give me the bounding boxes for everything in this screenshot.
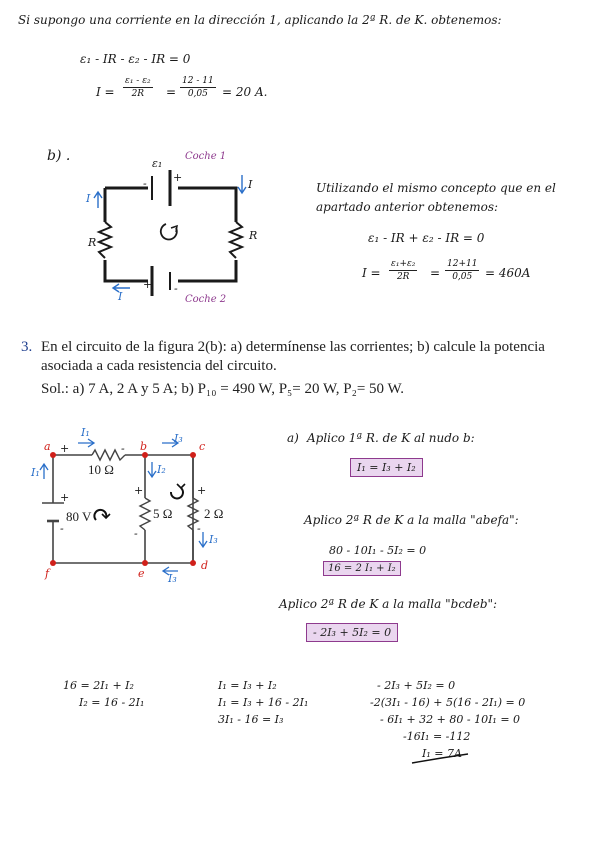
part-b-label: b) . (47, 148, 71, 164)
part-b-eq1: ε₁ - IR + ε₂ - IR = 0 (368, 231, 485, 245)
resistor-10-label: 10 Ω (88, 462, 114, 477)
bottom-col1-line-2: I₂ = 16 - 2I₁ (79, 696, 145, 709)
bottom-col3-line-3: - 6I₁ + 32 + 80 - 10I₁ = 0 (380, 713, 521, 726)
bottom-col1-line-1: 16 = 2I₁ + I₂ (63, 679, 134, 692)
current-i3-top: I₃ (174, 432, 183, 445)
node-e: e (138, 567, 145, 580)
node-d: d (201, 559, 209, 572)
r10-plus: + (60, 442, 70, 455)
r2-minus: - (197, 522, 201, 535)
problem-number: 3. (21, 339, 33, 355)
part-b-text-1: Utilizando el mismo concepto que en el (316, 181, 556, 195)
resistor-2-label: 2 Ω (204, 506, 224, 521)
part-a-line-1: Aplico 1ª R. de K al nudo b: (307, 431, 475, 445)
bottom-col3-line-2: -2(3I₁ - 16) + 5(16 - 2I₁) = 0 (370, 696, 526, 709)
part-b-text-2: apartado anterior obtenemos: (316, 200, 499, 214)
bottom-col3-result: I₁ = 7A (422, 747, 462, 760)
circuit-b-minus-top: - (143, 177, 147, 190)
current-i3-bottom: I₃ (168, 572, 177, 585)
part-a-line-3: Aplico 2ª R de K a la malla "bcdeb": (279, 597, 498, 611)
node-f: f (45, 567, 50, 580)
battery-plus: + (60, 491, 70, 504)
part-a-eq-2: 80 - 10I₁ - 5I₂ = 0 (329, 544, 427, 557)
bottom-col3-line-1: - 2I₃ + 5I₂ = 0 (377, 679, 456, 692)
part-b-frac2-den: 0,05 (452, 272, 473, 282)
intro-eq1: ε₁ - IR - ε₂ - IR = 0 (80, 52, 191, 66)
part-a-box-2: 16 = 2 I₁ + I₂ (323, 561, 401, 576)
circuit-b-minus-bottom: - (174, 282, 178, 295)
circuit-b-top-label: Coche 1 (185, 151, 227, 162)
bottom-col2-line-3: 3I₁ - 16 = I₃ (218, 713, 284, 726)
r5-plus: + (134, 484, 144, 497)
intro-frac2-den: 0,05 (187, 89, 208, 99)
part-b-eq2-lhs: I = (362, 266, 381, 280)
circuit-b-plus-bottom: + (143, 278, 153, 291)
intro-frac1-den: 2R (131, 89, 145, 99)
r10-minus: - (121, 442, 125, 455)
battery-minus: - (60, 522, 64, 535)
part-a-box-3: - 2I₃ + 5I₂ = 0 (306, 623, 398, 642)
r2-plus: + (197, 484, 207, 497)
current-i3-right: I₃ (209, 533, 218, 546)
current-i1-left: I₁ (31, 466, 40, 479)
r5-minus: - (134, 527, 138, 540)
circuit-b-left-current: I (86, 192, 91, 205)
problem-solution: Sol.: a) 7 A, 2 A y 5 A; b) P₁₀ = 490 W, P₅= 20 W, P₂= 50 W. (41, 381, 405, 397)
circuit-b-bottom-label: Coche 2 (185, 294, 227, 305)
part-a-label: a) (287, 431, 299, 445)
node-b: b (140, 440, 148, 453)
battery-80v-label: 80 V (66, 509, 92, 524)
current-i2: I₂ (157, 463, 166, 476)
part-b-frac2-num: 12+11 (447, 259, 478, 269)
bottom-col2-line-1: I₁ = I₃ + I₂ (218, 679, 277, 692)
circuit-b-r-right: R (249, 229, 258, 242)
node-a: a (44, 440, 51, 453)
circuit-b-plus-top: + (173, 171, 183, 184)
resistor-5-label: 5 Ω (153, 506, 173, 521)
part-a-box-1: I₁ = I₃ + I₂ (350, 458, 423, 477)
circuit-b-bottom-current: I (118, 290, 123, 303)
problem-line-1: En el circuito de la figura 2(b): a) determínense las corrientes; b) calcule la potencia (41, 339, 545, 355)
part-b-eq2-result: = 460A (485, 266, 531, 280)
current-i1-top: I₁ (81, 426, 90, 439)
part-b-frac1-den: 2R (396, 272, 410, 282)
circuit-b-r-left: R (88, 236, 97, 249)
bottom-col2-line-2: I₁ = I₃ + 16 - 2I₁ (218, 696, 309, 709)
intro-text: Si supongo una corriente en la dirección 1, aplicando la 2ª R. de K. obtenemos: (18, 13, 502, 27)
problem-line-2: asociada a cada resistencia del circuito. (41, 358, 277, 374)
part-b-frac1-num: ε₁+ε₂ (391, 259, 416, 269)
intro-eq2-result: = 20 A. (222, 85, 268, 99)
node-c: c (199, 440, 206, 453)
bottom-col3-line-4: -16I₁ = -112 (403, 730, 471, 743)
intro-frac1-num: ε₁ - ε₂ (125, 76, 151, 86)
part-a-line-2: Aplico 2ª R de K a la malla "abefa": (304, 513, 519, 527)
circuit-b-right-current: I (248, 178, 253, 191)
intro-frac2-num: 12 - 11 (182, 76, 214, 86)
intro-eq2-mid: = (166, 85, 177, 99)
circuit-b-e1: ε₁ (152, 157, 163, 170)
part-b-eq2-mid: = (430, 266, 441, 280)
intro-eq2-lhs: I = (96, 85, 115, 99)
